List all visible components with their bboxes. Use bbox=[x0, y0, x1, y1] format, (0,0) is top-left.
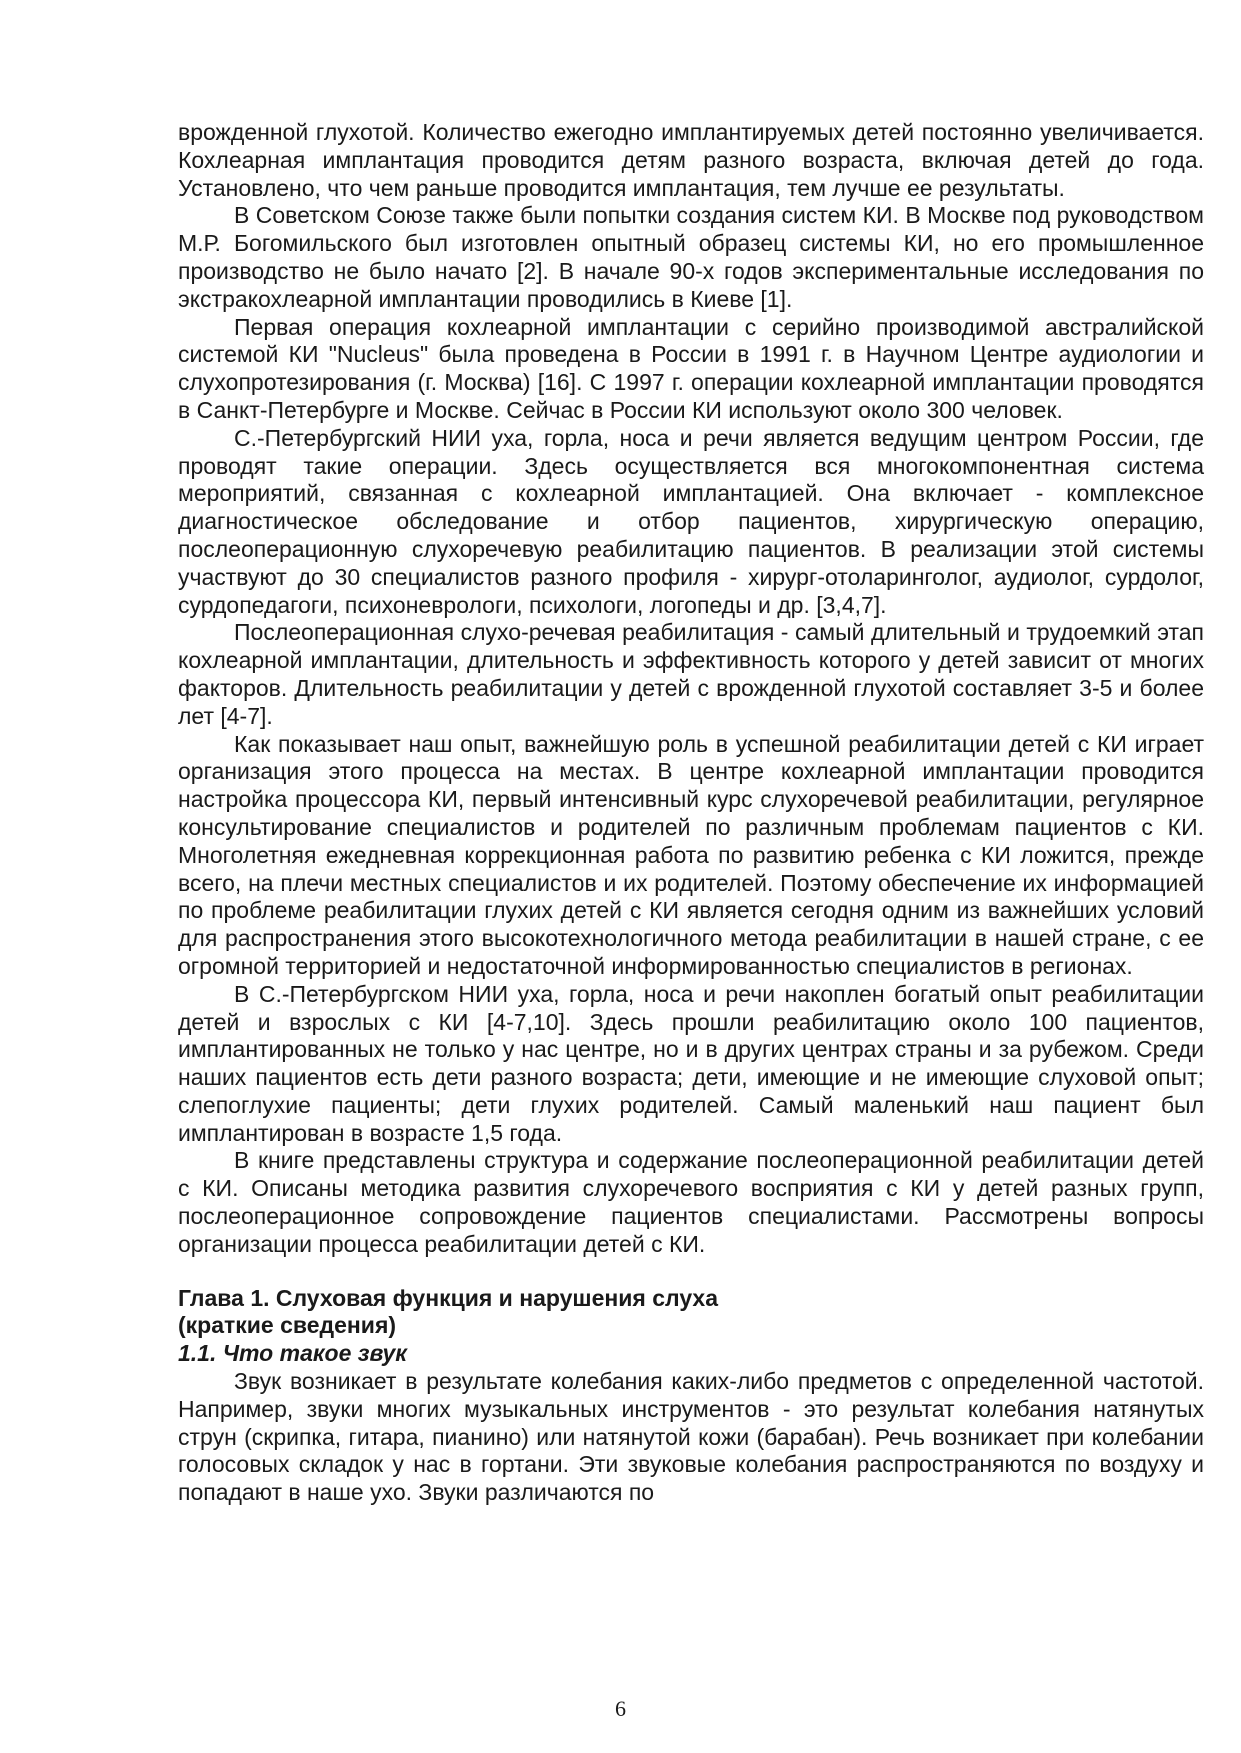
paragraph-spb-institute: С.-Петербургский НИИ уха, горла, носа и речи является ведущим центром России, где проводят такие операции. Здесь осуществляется вся многокомпонентная система мероприятий, связанная с кохлеарной имплантацией. Она включает - комплексное диагностическое обследование и отбор пациентов, хирургическую операцию, послеоперационную слухоречевую реабилитацию пациентов. В реализации этой системы участвуют до 30 специалистов разного профиля - хирург-отоларинголог, аудиолог, сурдолог, сурдопедагоги, психоневрологи, психологи, логопеды и др. [3,4,7]. bbox=[178, 424, 1204, 618]
paragraph-book-contents: В книге представлены структура и содержание послеоперационной реабилитации детей с КИ. Описаны методика развития слухоречевого восприятия с КИ у детей разных групп, послеоперационное сопровождение пациентов специалистами. Рассмотрены вопросы организации процесса реабилитации детей с КИ. bbox=[178, 1147, 1204, 1257]
section-title: 1.1. Что такое звук bbox=[178, 1340, 407, 1367]
chapter-title: Глава 1. Слуховая функция и нарушения слуха bbox=[178, 1284, 718, 1311]
page-number: 6 bbox=[615, 1696, 626, 1721]
paragraph-spb-experience: В С.-Петербургском НИИ уха, горла, носа и речи накоплен богатый опыт реабилитации детей и взрослых с КИ [4-7,10]. Здесь прошли реабилитацию около 100 пациентов, имплантированных не только у нас центре, но и в других центрах страны и за рубежом. Среди наших пациентов есть дети разного возраста; дети, имеющие и не имеющие слуховой опыт; слепоглухие пациенты; дети глухих родителей. Самый маленький наш пациент был имплантирован в возрасте 1,5 года. bbox=[178, 980, 1204, 1146]
paragraph-experience: Как показывает наш опыт, важнейшую роль в успешной реабилитации детей с КИ играет организация этого процесса на местах. В центре кохлеарной имплантации проводится настройка процессора КИ, первый интенсивный курс слухоречевой реабилитации, регулярное консультирование специалистов и родителей по различным проблемам пациентов с КИ. Многолетняя ежедневная коррекционная работа по развитию ребенка с КИ ложится, прежде всего, на плечи местных специалистов и их родителей. Поэтому обеспечение их информацией по проблеме реабилитации глухих детей с КИ является сегодня одним из важнейших условий для распространения этого высокотехнологичного метода реабилитации в нашей стране, с ее огромной территорией и недостаточной информированностью специалистов в регионах. bbox=[178, 730, 1204, 979]
paragraph-sound: Звук возникает в результате колебания каких-либо предметов с определенной частотой. Например, звуки многих музыкальных инструментов - это результат колебания натянутых струн (скрипка, гитара, пианино) или натянутой кожи (барабан). Речь возникает при колебании голосовых складок у нас в гортани. Эти звуковые колебания распространяются по воздуху и попадают в наше ухо. Звуки различаются по bbox=[178, 1368, 1204, 1506]
chapter-subtitle: (краткие сведения) bbox=[178, 1312, 397, 1339]
paragraph-rehabilitation: Послеоперационная слухо-речевая реабилитация - самый длительный и трудоемкий этап кохлеарной имплантации, длительность и эффективность которого у детей зависит от многих факторов. Длительность реабилитации у детей с врожденной глухотой составляет 3-5 и более лет [4-7]. bbox=[178, 619, 1204, 729]
paragraph-first-operation: Первая операция кохлеарной имплантации с серийно производимой австралийской системой КИ "Nucleus" была проведена в России в 1991 г. в Научном Центре аудиологии и слухопротезирования (г. Москва) [16]. С 1997 г. операции кохлеарной имплантации проводятся в Санкт-Петербурге и Москве. Сейчас в России КИ используют около 300 человек. bbox=[178, 313, 1204, 423]
paragraph-continuation: врожденной глухотой. Количество ежегодно имплантируемых детей постоянно увеличивается. Кохлеарная имплантация проводится детям разного возраста, включая детей до года. Установлено, что чем раньше проводится имплантация, тем лучше ее результаты. bbox=[178, 119, 1204, 201]
body-text bbox=[178, 119, 1204, 1507]
paragraph-soviet-union: В Советском Союзе также были попытки создания систем КИ. В Москве под руководством М.Р. Богомильского был изготовлен опытный образец системы КИ, но его промышленное производство не было начато [2]. В начале 90-х годов экспериментальные исследования по экстракохлеарной имплантации проводились в Киеве [1]. bbox=[178, 202, 1204, 312]
